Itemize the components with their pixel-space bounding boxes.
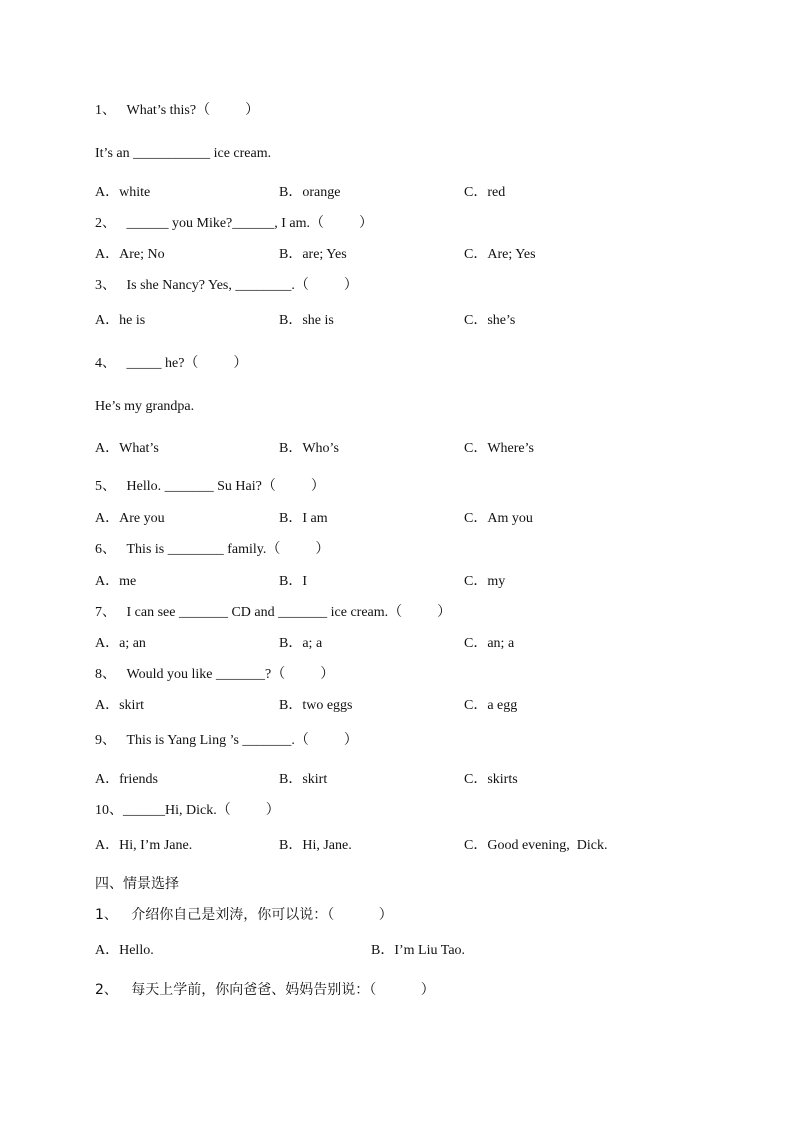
question-1-context: It’s an ___________ ice cream. [95,146,272,161]
question-3-prompt: 3、 Is she Nancy? Yes, ________.（ ） [95,278,358,293]
question-3-option-c[interactable]: C．she’s [464,313,516,328]
question-8-option-c[interactable]: C．a egg [464,698,518,713]
question-8-option-b[interactable]: B．two eggs [279,698,353,713]
question-10-option-a[interactable]: A．Hi, I’m Jane. [95,838,193,853]
section-4-question-2-prompt: 2、 每天上学前，你向爸爸、妈妈告别说：（ ） [95,982,435,998]
question-7-option-c[interactable]: C．an; a [464,636,515,651]
question-2-option-a[interactable]: A．Are; No [95,247,165,262]
question-10-option-b[interactable]: B．Hi, Jane. [279,838,352,853]
question-6-option-c[interactable]: C．my [464,574,506,589]
question-9-option-c[interactable]: C．skirts [464,772,518,787]
question-1-option-c[interactable]: C．red [464,185,506,200]
question-1-option-a[interactable]: A．white [95,185,151,200]
question-3-option-a[interactable]: A．he is [95,313,146,328]
question-7-prompt: 7、 I can see _______ CD and _______ ice cream.（ ） [95,605,452,620]
question-1-prompt: 1、 What’s this?（ ） [95,103,260,118]
question-4-option-a[interactable]: A．What’s [95,441,159,456]
question-7-option-b[interactable]: B．a; a [279,636,323,651]
question-4-prompt: 4、 _____ he?（ ） [95,356,248,371]
question-4-context: He’s my grandpa. [95,399,195,414]
question-2-prompt: 2、 ______ you Mike?______, I am.（ ） [95,216,374,231]
question-5-option-c[interactable]: C．Am you [464,511,533,526]
question-5-option-b[interactable]: B．I am [279,511,328,526]
question-4-option-b[interactable]: B．Who’s [279,441,339,456]
question-6-prompt: 6、 This is ________ family.（ ） [95,542,330,557]
question-2-option-c[interactable]: C．Are; Yes [464,247,536,262]
question-10-option-c[interactable]: C．Good evening, Dick. [464,838,608,853]
question-9-option-b[interactable]: B．skirt [279,772,328,787]
question-6-option-a[interactable]: A．me [95,574,137,589]
question-9-prompt: 9、 This is Yang Ling ’s _______.（ ） [95,733,358,748]
section-4-question-1-option-b[interactable]: B．I’m Liu Tao. [371,943,466,958]
question-2-option-b[interactable]: B．are; Yes [279,247,347,262]
question-8-option-a[interactable]: A．skirt [95,698,144,713]
question-5-option-a[interactable]: A．Are you [95,511,165,526]
question-4-option-c[interactable]: C．Where’s [464,441,534,456]
question-3-option-b[interactable]: B．she is [279,313,334,328]
question-1-option-b[interactable]: B．orange [279,185,341,200]
question-5-prompt: 5、 Hello. _______ Su Hai?（ ） [95,479,325,494]
question-7-option-a[interactable]: A．a; an [95,636,146,651]
question-8-prompt: 8、 Would you like _______?（ ） [95,667,335,682]
section-4-question-1-prompt: 1、 介绍你自己是刘涛，你可以说：（ ） [95,907,393,923]
question-9-option-a[interactable]: A．friends [95,772,158,787]
question-10-prompt: 10、______Hi, Dick.（ ） [95,803,280,818]
question-6-option-b[interactable]: B．I [279,574,307,589]
section-4-question-1-option-a[interactable]: A．Hello. [95,943,154,958]
section-4-title: 四、情景选择 [95,876,179,892]
